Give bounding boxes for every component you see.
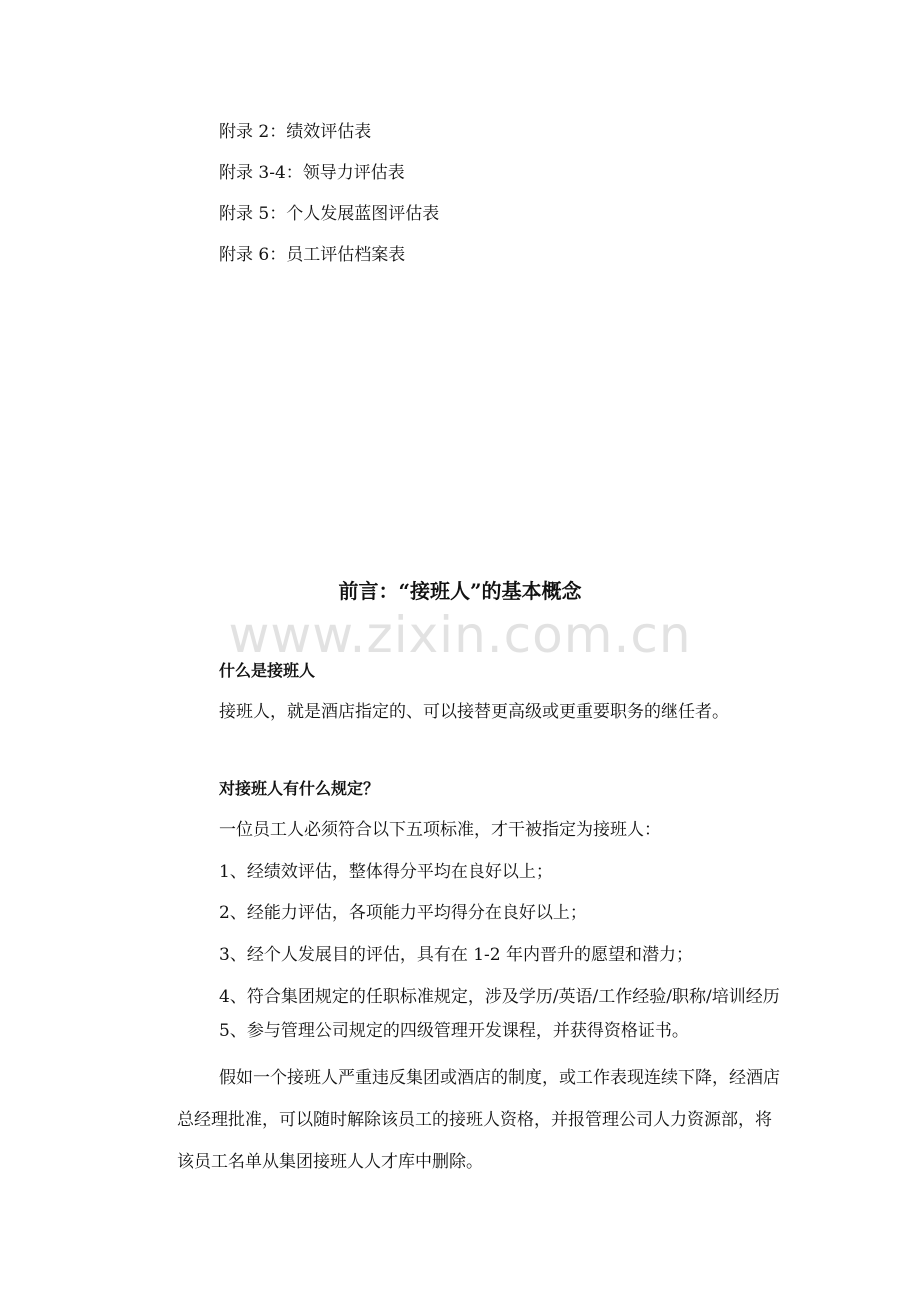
appendix-item-2: 附录 2：绩效评估表 — [219, 122, 372, 142]
requirement-item: 5、参与管理公司规定的四级管理开发课程，并获得资格证书。 — [219, 1021, 689, 1041]
closing-paragraph-line: 该员工名单从集团接班人人才库中删除。 — [177, 1152, 483, 1172]
requirement-item: 3、经个人发展目的评估，具有在 1-2 年内晋升的愿望和潜力； — [219, 945, 693, 965]
page-title: 前言：“接班人”的基本概念 — [338, 579, 582, 603]
appendix-item-6: 附录 6：员工评估档案表 — [219, 245, 406, 265]
section-heading-what-is-successor: 什么是接班人 — [219, 661, 316, 680]
requirement-item: 1、经绩效评估，整体得分平均在良好以上； — [219, 862, 553, 882]
section-heading-requirements: 对接班人有什么规定？ — [219, 779, 380, 798]
appendix-item-5: 附录 5：个人发展蓝图评估表 — [219, 204, 440, 224]
section-body-definition: 接班人，就是酒店指定的、可以接替更高级或更重要职务的继任者。 — [219, 702, 729, 722]
requirement-item: 4、符合集团规定的任职标准规定，涉及学历/英语/工作经验/职称/培训经历 — [219, 987, 780, 1007]
watermark-text: www.zixin.com.cn — [228, 606, 692, 664]
appendix-item-3-4: 附录 3-4：领导力评估表 — [219, 163, 405, 183]
closing-paragraph-line: 假如一个接班人严重违反集团或酒店的制度，或工作表现连续下降，经酒店 — [219, 1068, 780, 1088]
closing-paragraph-line: 总经理批准，可以随时解除该员工的接班人资格，并报管理公司人力资源部，将 — [177, 1110, 772, 1130]
requirement-item: 2、经能力评估，各项能力平均得分在良好以上； — [219, 903, 587, 923]
requirements-intro: 一位员工人必须符合以下五项标准，才干被指定为接班人： — [219, 820, 661, 840]
